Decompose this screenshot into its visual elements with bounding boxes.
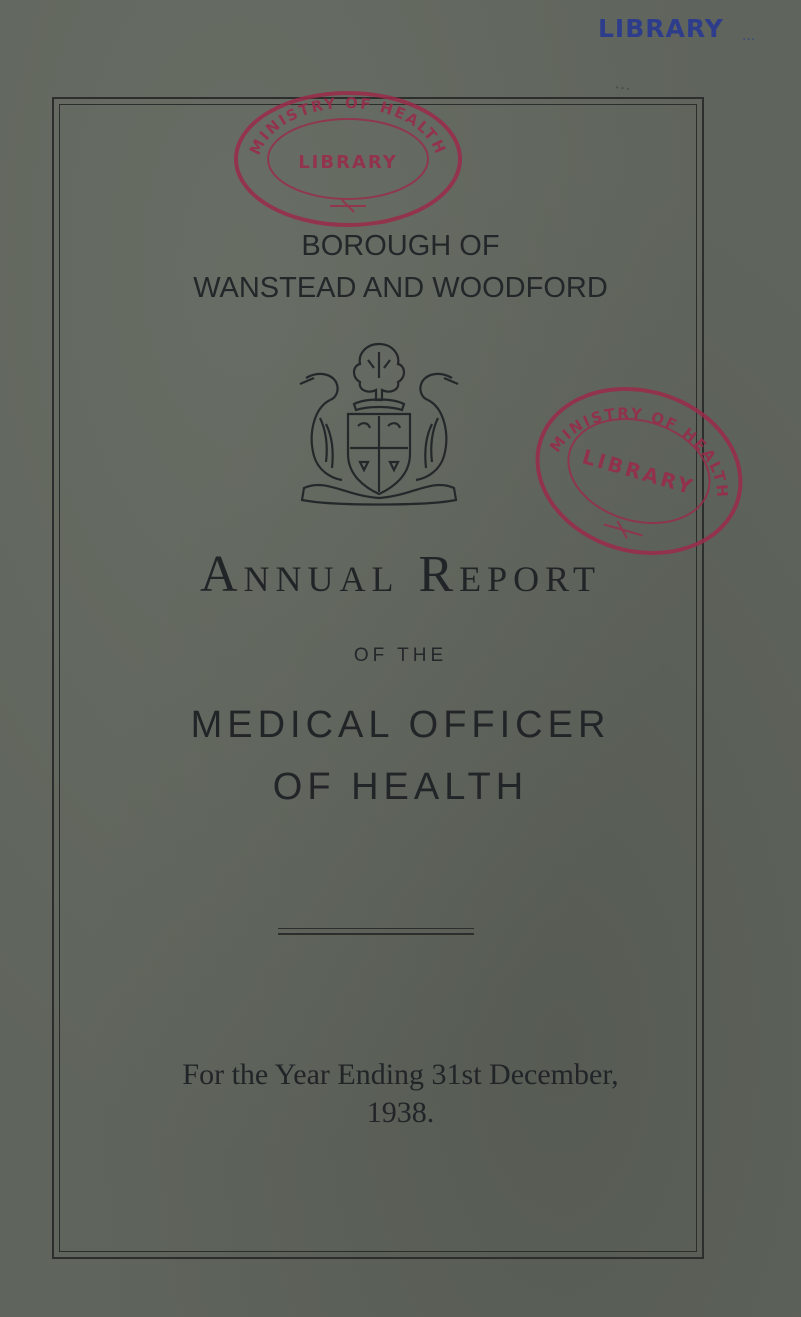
library-stamp: LIBRARY <box>598 14 724 43</box>
subtitle-line2: OF HEALTH <box>272 766 529 808</box>
year-line: 1938. <box>366 1096 435 1129</box>
stamp-top-center-text: LIBRARY <box>298 152 398 173</box>
year-ending-line: For the Year Ending 31st December, <box>182 1058 619 1091</box>
stamp-top-ring-text: MINISTRY OF HEALTH <box>245 93 451 158</box>
borough-heading-line2: WANSTEAD AND WOODFORD <box>193 272 608 304</box>
report-title: Annual Report <box>199 546 602 603</box>
subtitle-line1: MEDICAL OFFICER <box>190 704 611 746</box>
ministry-of-health-stamp-top <box>232 88 464 230</box>
stamp-right-ring-text: MINISTRY OF HEALTH <box>546 404 732 500</box>
divider-rule-bottom <box>278 933 474 935</box>
pencil-note: ... <box>613 72 633 96</box>
stamp-right-center-text: LIBRARY <box>579 444 698 500</box>
of-the-line: OF THE <box>353 645 448 666</box>
borough-heading-line1: BOROUGH OF <box>301 230 500 262</box>
divider-rule-top <box>278 928 474 929</box>
library-scrawl: ... <box>742 28 756 44</box>
borough-coat-of-arms-icon <box>296 338 462 508</box>
svg-text:MINISTRY OF HEALTH <box>246 94 450 158</box>
